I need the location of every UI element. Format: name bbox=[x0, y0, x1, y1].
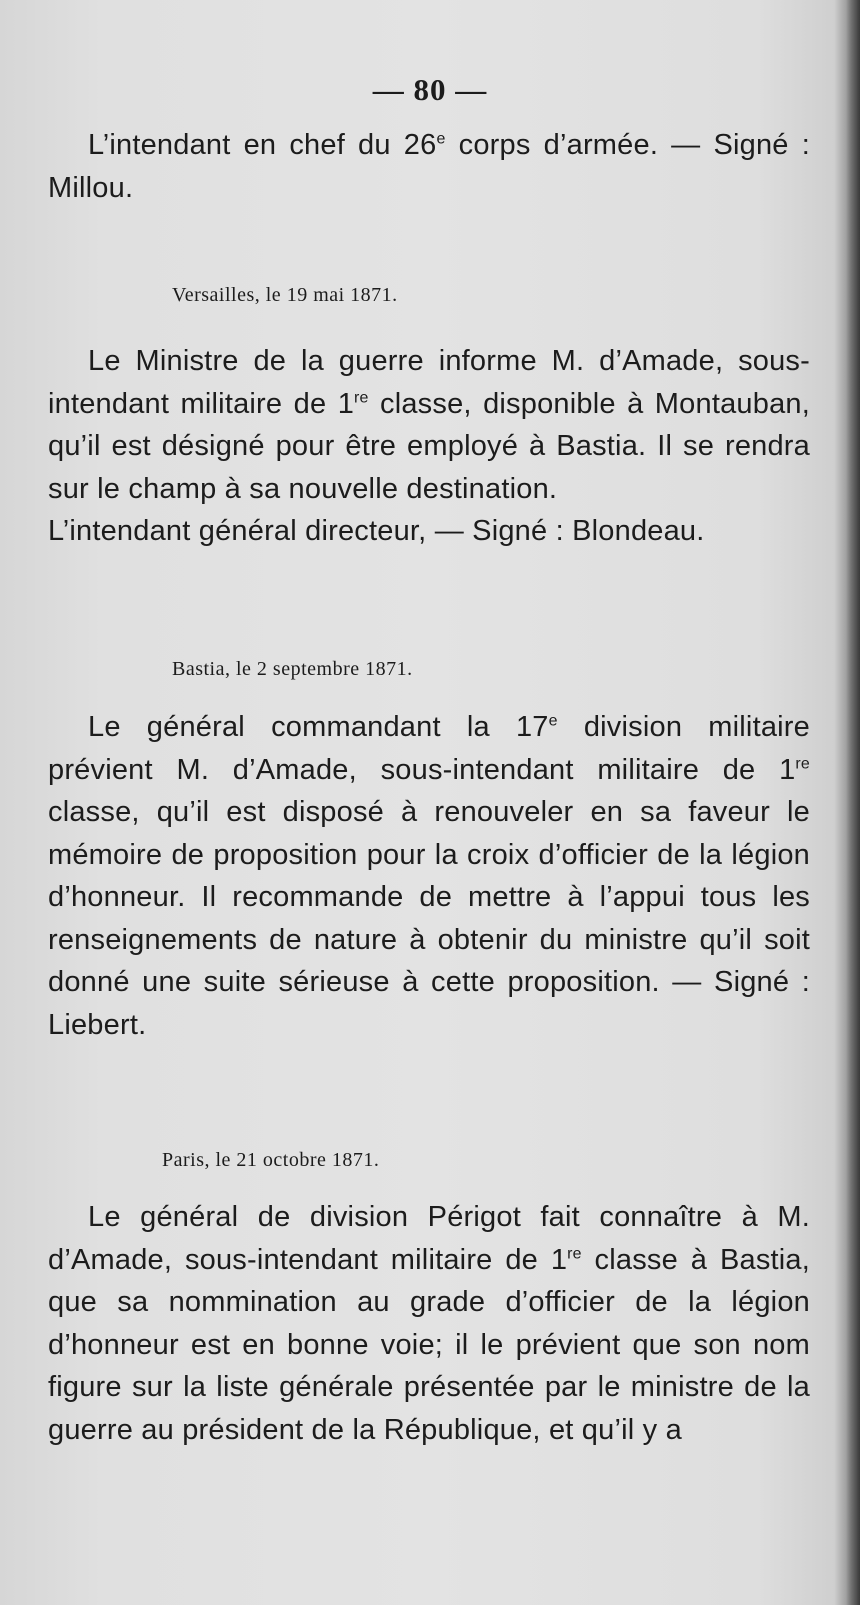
paragraph-general-liebert: Le général commandant la 17e division militaire prévient M. d’Amade, sous-intendant militaire de 1re classe, qu’il est disposé à renouveler en sa faveur le mémoire de proposition pour la croix d’officier de la légion d’honneur. Il recommande de mettre à l’appui tous les renseignements de nature à obtenir du ministre qu’il soit donné une suite sérieuse à cette proposition. — Signé : Liebert. bbox=[48, 711, 810, 1041]
ordinal-suffix: e bbox=[548, 712, 558, 730]
date-line-paris: Paris, le 21 octobre 1871. bbox=[162, 1149, 380, 1171]
ordinal-suffix: re bbox=[795, 754, 810, 772]
signature-blondeau: L’intendant général directeur, — Signé : Blondeau. bbox=[48, 515, 705, 547]
page-number: — 80 — bbox=[372, 72, 488, 107]
paragraph-general-perigot: Le général de division Périgot fait connaître à M. d’Amade, sous-intendant militaire de 1re classe à Bastia, que sa nommination au grade d’officier de la légion d’honneur est en bonne voie; il le prévient que son nom figure sur la liste générale présentée par le ministre de la guerre au président de la République, et qu’il y a bbox=[48, 1201, 810, 1446]
date-line-versailles: Versailles, le 19 mai 1871. bbox=[172, 284, 398, 306]
ordinal-suffix: re bbox=[567, 1244, 582, 1262]
ordinal-suffix: e bbox=[436, 130, 446, 148]
date-line-bastia: Bastia, le 2 septembre 1871. bbox=[172, 658, 413, 680]
page-edge-shadow bbox=[846, 0, 860, 1605]
paragraph-ministre-guerre: Le Ministre de la guerre informe M. d’Amade, sous-intendant militaire de 1re classe, disponible à Montauban, qu’il est désigné pour être employé à Bastia. Il se rendra sur le champ à sa nouvelle destination. bbox=[48, 345, 810, 505]
ordinal-suffix: re bbox=[354, 388, 369, 406]
paragraph-intendant-millou: L’intendant en chef du 26e corps d’armée. — Signé : Millou. bbox=[48, 129, 810, 204]
